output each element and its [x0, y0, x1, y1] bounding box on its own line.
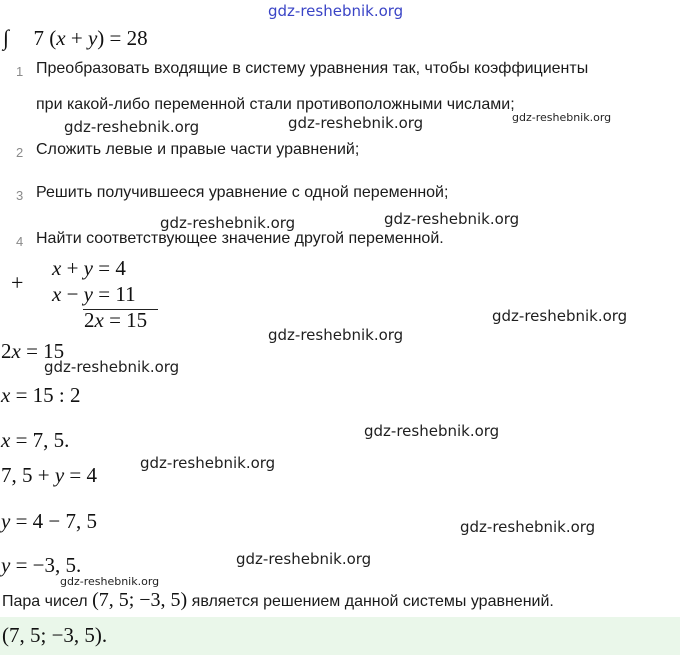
step-number: 2 — [16, 145, 24, 160]
sol-right: = 4 − 7, 5 — [10, 509, 98, 533]
watermark: gdz-reshebnik.org — [364, 422, 500, 440]
expr-paren: ( — [49, 26, 57, 50]
sol-var: x — [1, 383, 11, 407]
expr-coef: 7 — [33, 26, 45, 50]
watermark: gdz-reshebnik.org — [60, 575, 160, 588]
header-expression — [3, 25, 148, 51]
integral-icon: ∫ — [3, 25, 10, 50]
answer: (7, 5; −3, 5). — [2, 623, 108, 647]
sum-coef: 2 — [84, 308, 95, 332]
solution-line — [1, 428, 69, 453]
eq1-y: y — [83, 256, 93, 280]
step-number: 4 — [16, 234, 24, 249]
sol-right: = 15 : 2 — [10, 383, 81, 407]
eq1-x: x — [52, 256, 62, 280]
watermark: gdz-reshebnik.org — [268, 326, 404, 344]
step-text: при какой-либо переменной стали противоположными числами; — [36, 96, 515, 113]
step-text: Преобразовать входящие в систему уравнения так, чтобы коэффициенты — [36, 60, 589, 77]
sol-right: = −3, 5. — [10, 553, 82, 577]
conclusion-after: является решением данной системы уравнений. — [187, 593, 554, 610]
solution-line — [1, 509, 97, 534]
step-text: Решить получившееся уравнение с одной переменной; — [36, 184, 449, 201]
watermark: gdz-reshebnik.org — [140, 454, 276, 472]
conclusion — [2, 589, 554, 612]
sol-left: 2 — [1, 339, 12, 363]
sol-var: y — [1, 509, 11, 533]
step-number: 3 — [16, 188, 24, 203]
watermark: gdz-reshebnik.org — [288, 114, 424, 132]
sol-var: x — [1, 428, 11, 452]
sum-rest: = 15 — [103, 308, 148, 332]
expr-x: x — [56, 26, 66, 50]
eq2-y: y — [83, 282, 93, 306]
watermark: gdz-reshebnik.org — [44, 358, 180, 376]
watermark: gdz-reshebnik.org — [160, 214, 296, 232]
watermark: gdz-reshebnik.org — [460, 518, 596, 536]
sol-var: x — [11, 339, 21, 363]
sol-var: y — [1, 553, 11, 577]
eq2-rest: = 11 — [93, 282, 136, 306]
expr-y: y — [87, 26, 98, 50]
conclusion-before: Пара чисел — [2, 593, 93, 610]
step-text: Найти соответствующее значение другой переменной. — [36, 230, 444, 247]
watermark: gdz-reshebnik.org — [492, 307, 628, 325]
watermark: gdz-reshebnik.org — [236, 550, 372, 568]
eq1-rest: = 4 — [93, 256, 126, 280]
equation-2 — [52, 282, 136, 307]
watermark: gdz-reshebnik.org — [64, 118, 200, 136]
watermark: gdz-reshebnik.org — [512, 111, 612, 124]
solution-line — [1, 383, 81, 408]
watermark: gdz-reshebnik.org — [268, 2, 404, 20]
solution-line — [1, 463, 97, 488]
eq1-op: + — [61, 256, 84, 280]
sol-right: = 7, 5. — [10, 428, 70, 452]
step-number: 1 — [16, 64, 24, 79]
sum-x: x — [94, 308, 104, 332]
expr-plus: + — [65, 26, 88, 50]
sol-right: = 4 — [64, 463, 98, 487]
watermark: gdz-reshebnik.org — [384, 210, 520, 228]
equation-sum — [84, 308, 147, 333]
eq2-x: x — [52, 282, 62, 306]
step-text: Сложить левые и правые части уравнений; — [36, 141, 360, 158]
eq2-op: − — [61, 282, 84, 306]
equation-1 — [52, 256, 126, 281]
plus-sign: + — [11, 270, 24, 295]
expr-rest: ) = 28 — [97, 26, 148, 50]
sol-right: = 15 — [20, 339, 65, 363]
sol-left: 7, 5 + — [1, 463, 55, 487]
conclusion-pair: (7, 5; −3, 5) — [92, 589, 188, 611]
sol-var: y — [54, 463, 65, 487]
